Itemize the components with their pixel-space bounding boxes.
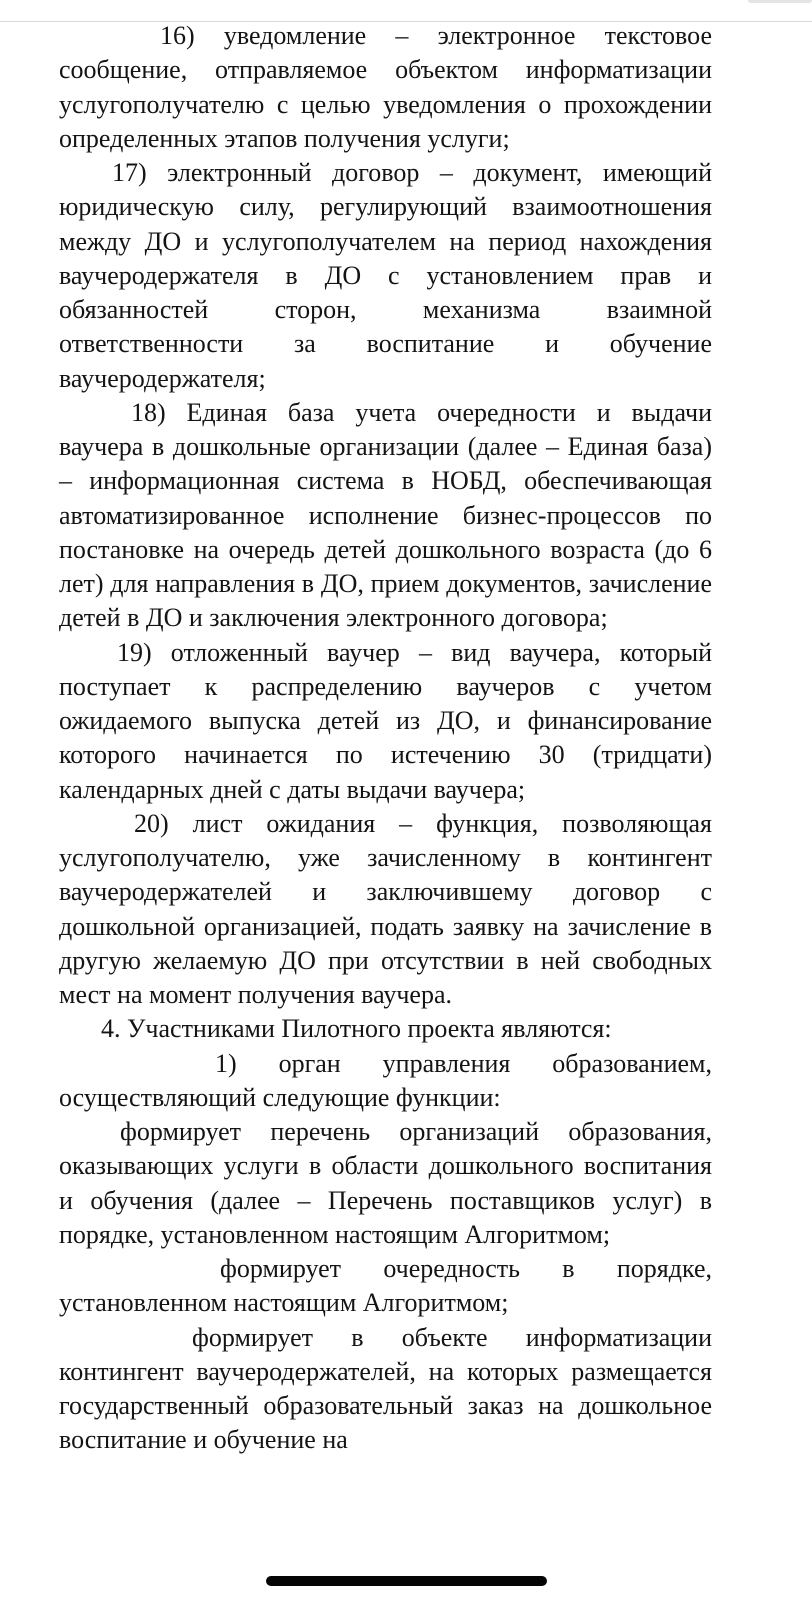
home-indicator[interactable] [266,1576,547,1586]
paragraph-function-provider-list: формирует перечень организаций образования, оказывающих услуги в области дошкольного воспитания и обучения (далее – Перечень поставщиков услуг) в порядке, установленном настоящим Алгоритмом; [59,1117,712,1249]
paragraph-18-unified-database: 18) Единая база учета очередности и выдачи ваучера в дошкольные организации (далее – Единая база) – информационная система в НОБД, обеспечивающая автоматизированное исполнение бизнес-процессов по постановке на очередь детей дошкольного возраста (до 6 лет) для направления в ДО, прием документов, зачисление детей в ДО и заключения электронного договора; [59,397,712,633]
paragraph-19-deferred-voucher: 19) отложенный ваучер – вид ваучера, который поступает к распределению ваучеров с учетом ожидаемого выпуска детей из ДО, и финансирование которого начинается по истечению 30 (тридцати) календарных дней с даты выдачи ваучера; [59,637,712,804]
paragraph-16-notification: 16) уведомление – электронное текстовое сообщение, отправляемое объектом информатизации услугополучателю с целью уведомления о прохождении определенных этапов получения услуги; [59,21,712,153]
paragraph-function-contingent: формирует в объекте информатизации контингент ваучеродержателей, на которых размещается государственный образовательный заказ на дошкольное воспитание и обучение на [59,1322,712,1455]
document-body[interactable] [59,19,712,1458]
paragraph-17-electronic-contract: 17) электронный договор – документ, имеющий юридическую силу, регулирующий взаимоотношения между ДО и услугополучателем на период нахождения ваучеродержателя в ДО с установлением прав и обязанностей сторон, механизма взаимной ответственности за воспитание и обучение ваучеродержателя; [59,158,712,393]
paragraph-function-queue: формирует очередность в порядке, установленном настоящим Алгоритмом; [59,1254,712,1318]
paragraph-4-1-education-authority: 1) орган управления образованием, осуществляющий следующие функции: [59,1048,712,1112]
paragraph-20-waiting-list: 20) лист ожидания – функция, позволяющая услугополучателю, уже зачисленному в контингент ваучеродержателей и заключившему договор с дошкольной организацией, подать заявку на зачисление в другую желаемую ДО при отсутствии в ней свободных мест на момент получения ваучера. [59,808,712,1009]
status-bar-edge [748,0,812,3]
paragraph-section-4-heading: 4. Участниками Пилотного проекта являются: [101,1014,612,1044]
